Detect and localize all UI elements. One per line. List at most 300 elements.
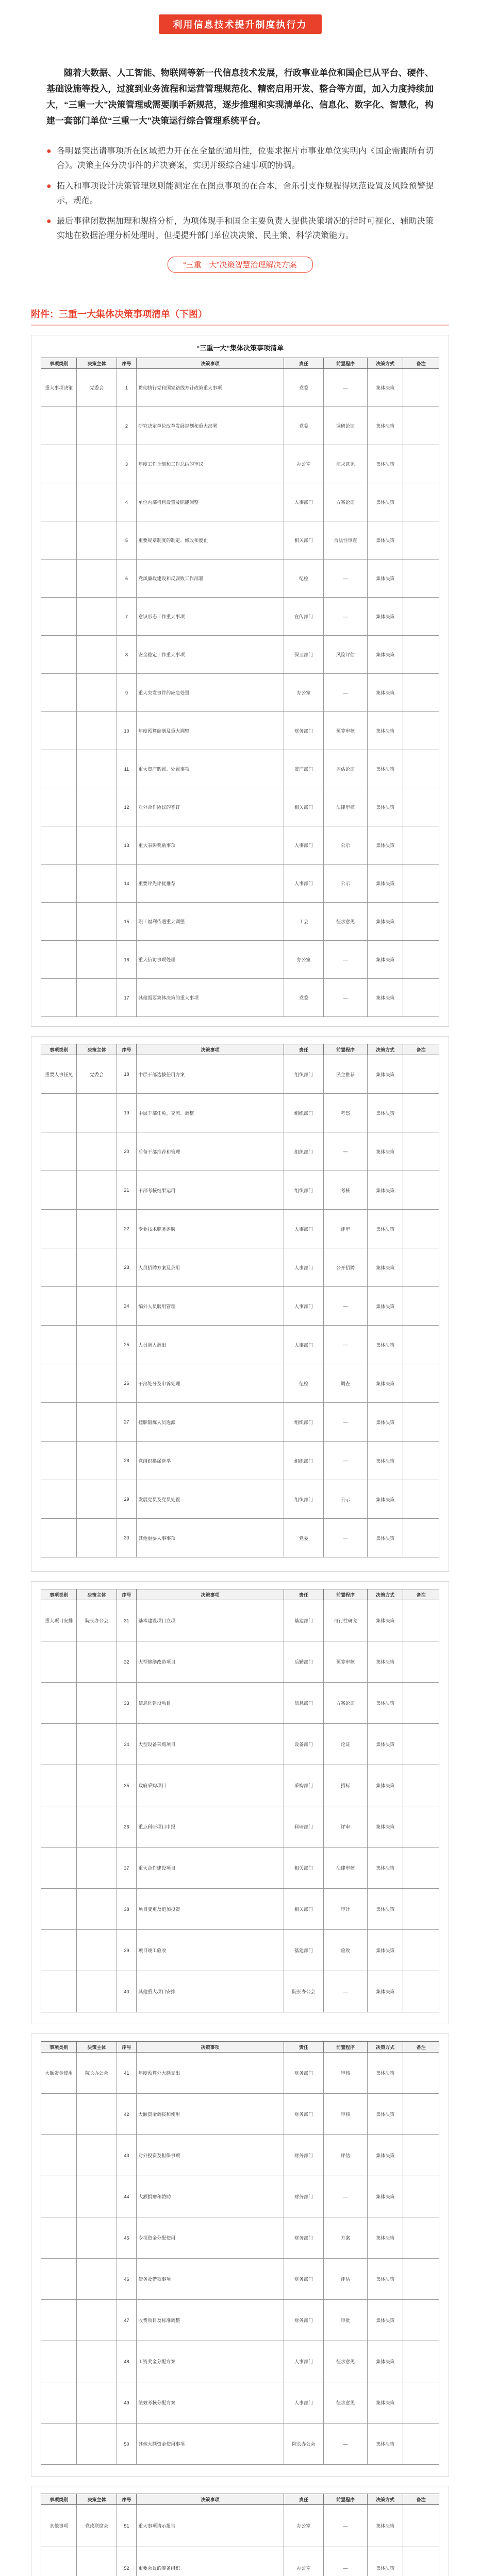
table-cell: 集体决策 bbox=[368, 903, 403, 941]
table-cell: 债务及借款事项 bbox=[137, 2259, 284, 2300]
table-cell: — bbox=[324, 1971, 368, 2012]
table-cell: 30 bbox=[117, 1519, 137, 1557]
table-row bbox=[41, 1210, 439, 1248]
table-cell: 36 bbox=[117, 1806, 137, 1848]
table-cell: 重要规章制度的制定、修改和废止 bbox=[137, 521, 284, 560]
table-cell: 审核 bbox=[324, 2053, 368, 2094]
table-cell: 财务部门 bbox=[284, 2135, 323, 2176]
table-cell bbox=[41, 445, 77, 483]
table-row bbox=[41, 521, 439, 560]
table-cell: 18 bbox=[117, 1055, 137, 1094]
decision-sheet bbox=[31, 2033, 449, 2477]
table-cell bbox=[77, 445, 117, 483]
table-cell: 集体决策 bbox=[368, 2382, 403, 2424]
table-cell: 预算审核 bbox=[324, 712, 368, 750]
badge-row bbox=[46, 0, 434, 34]
table-cell: 集体决策 bbox=[368, 2259, 403, 2300]
table-cell: 财务部门 bbox=[284, 2217, 323, 2259]
table-cell bbox=[41, 1971, 77, 2012]
column-header: 决策方式 bbox=[368, 2494, 403, 2505]
table-cell bbox=[77, 1442, 117, 1480]
column-header: 序号 bbox=[117, 1044, 137, 1055]
table-cell: 38 bbox=[117, 1889, 137, 1930]
table-cell: 集体决策 bbox=[368, 941, 403, 979]
table-cell bbox=[403, 1287, 439, 1326]
table-cell: 调查 bbox=[324, 1364, 368, 1403]
table-cell: 集体决策 bbox=[368, 1171, 403, 1210]
table-cell: 集体决策 bbox=[368, 1442, 403, 1480]
table-header-row bbox=[41, 1044, 439, 1055]
column-header: 决策事项 bbox=[137, 1044, 284, 1055]
table-cell: 相关部门 bbox=[284, 521, 323, 560]
table-cell: — bbox=[324, 941, 368, 979]
column-header: 决策事项 bbox=[137, 2042, 284, 2053]
table-cell bbox=[77, 2259, 117, 2300]
table-cell: 50 bbox=[117, 2424, 137, 2465]
table-cell: 收费项目及标准调整 bbox=[137, 2300, 284, 2341]
table-cell bbox=[403, 1403, 439, 1442]
table-cell: 重大事项请示报告 bbox=[137, 2505, 284, 2547]
table-cell: 22 bbox=[117, 1210, 137, 1248]
table-cell bbox=[77, 2094, 117, 2135]
table-cell: 46 bbox=[117, 2259, 137, 2300]
table-cell bbox=[77, 1403, 117, 1442]
table-cell: — bbox=[324, 2424, 368, 2465]
table-cell bbox=[77, 1889, 117, 1930]
table-cell: 贯彻执行党和国家路线方针政策重大事项 bbox=[137, 369, 284, 407]
table-cell: 25 bbox=[117, 1326, 137, 1364]
table-cell: 党委 bbox=[284, 369, 323, 407]
table-cell bbox=[403, 407, 439, 445]
table-cell: 集体决策 bbox=[368, 1600, 403, 1641]
table-cell bbox=[77, 750, 117, 788]
table-cell bbox=[41, 788, 77, 826]
table-cell: 49 bbox=[117, 2382, 137, 2424]
table-cell: 风险评估 bbox=[324, 636, 368, 674]
table-cell bbox=[41, 712, 77, 750]
table-cell: 集体决策 bbox=[368, 1326, 403, 1364]
table-cell bbox=[77, 1930, 117, 1971]
table-cell bbox=[77, 788, 117, 826]
table-cell bbox=[41, 1287, 77, 1326]
table-cell: 年度预算外大额支出 bbox=[137, 2053, 284, 2094]
table-cell bbox=[403, 1683, 439, 1724]
column-header: 决策事项 bbox=[137, 358, 284, 369]
table-cell: 后备干部推荐和管理 bbox=[137, 1132, 284, 1171]
table-cell: 干部处分及申诉处理 bbox=[137, 1364, 284, 1403]
table-cell bbox=[403, 2176, 439, 2217]
table-cell: 党风廉政建设和反腐败工作部署 bbox=[137, 560, 284, 598]
table-cell: — bbox=[324, 674, 368, 712]
table-cell: 集体决策 bbox=[368, 1971, 403, 2012]
table-cell bbox=[403, 1055, 439, 1094]
table-row bbox=[41, 1848, 439, 1889]
table-cell: 2 bbox=[117, 407, 137, 445]
table-cell bbox=[41, 521, 77, 560]
table-cell bbox=[77, 2547, 117, 2576]
table-cell bbox=[41, 979, 77, 1017]
table-cell bbox=[403, 1971, 439, 2012]
bullet-list bbox=[46, 144, 434, 243]
table-cell bbox=[41, 1519, 77, 1557]
table-cell: 采购部门 bbox=[284, 1765, 323, 1806]
table-cell bbox=[41, 483, 77, 521]
article-header bbox=[0, 0, 480, 289]
table-cell bbox=[41, 1480, 77, 1519]
table-cell: 人事部门 bbox=[284, 2382, 323, 2424]
table-cell: 9 bbox=[117, 674, 137, 712]
table-cell bbox=[41, 1683, 77, 1724]
table-row bbox=[41, 483, 439, 521]
table-cell bbox=[41, 1641, 77, 1683]
bullet-item bbox=[46, 179, 434, 208]
table-cell: 人事部门 bbox=[284, 1248, 323, 1287]
table-cell: 大额资金调拨和使用 bbox=[137, 2094, 284, 2135]
table-cell bbox=[403, 1765, 439, 1806]
table-cell: 7 bbox=[117, 598, 137, 636]
decision-sheet bbox=[31, 1581, 449, 2024]
table-cell bbox=[403, 865, 439, 903]
table-cell: 基本建设项目立项 bbox=[137, 1600, 284, 1641]
table-cell: 组织部门 bbox=[284, 1055, 323, 1094]
column-header: 序号 bbox=[117, 1589, 137, 1600]
table-cell: 评审 bbox=[324, 1210, 368, 1248]
table-cell bbox=[77, 1480, 117, 1519]
table-cell: 相关部门 bbox=[284, 788, 323, 826]
table-cell bbox=[403, 1132, 439, 1171]
column-header: 序号 bbox=[117, 2494, 137, 2505]
table-cell: 方案 bbox=[324, 2217, 368, 2259]
table-cell: 集体决策 bbox=[368, 826, 403, 865]
table-cell: 年度预算编制及重大调整 bbox=[137, 712, 284, 750]
table-cell bbox=[77, 1287, 117, 1326]
table-cell: 院长办公会 bbox=[77, 2053, 117, 2094]
table-cell: 28 bbox=[117, 1442, 137, 1480]
table-row bbox=[41, 2547, 439, 2576]
table-row bbox=[41, 1326, 439, 1364]
column-header: 决策事项 bbox=[137, 1589, 284, 1600]
column-header: 事项类别 bbox=[41, 2494, 77, 2505]
bullet-text: 最后事律闭数据加理和规格分析，为项体现手和国企主要负责人提供决策增况的指时可视化、辅助决策实地在数据治理分析处理时，但提提升部门单位决决策、民主策、科学决策能力。 bbox=[57, 217, 434, 240]
table-row bbox=[41, 636, 439, 674]
table-cell: 合法性审查 bbox=[324, 521, 368, 560]
table-cell bbox=[41, 1248, 77, 1287]
table-cell: 征求意见 bbox=[324, 2341, 368, 2382]
table-cell bbox=[403, 598, 439, 636]
table-cell: 集体决策 bbox=[368, 1055, 403, 1094]
table-cell: 集体决策 bbox=[368, 1641, 403, 1683]
table-cell: 重大突发事件的应急处置 bbox=[137, 674, 284, 712]
table-cell bbox=[403, 2300, 439, 2341]
table-cell bbox=[41, 1132, 77, 1171]
table-cell: 16 bbox=[117, 941, 137, 979]
table-cell: 干部考核结果运用 bbox=[137, 1171, 284, 1210]
table-cell: — bbox=[324, 1519, 368, 1557]
table-cell: 预算审核 bbox=[324, 1641, 368, 1683]
column-header: 决策方式 bbox=[368, 358, 403, 369]
table-cell: 工资奖金分配方案 bbox=[137, 2341, 284, 2382]
table-cell: 宣传部门 bbox=[284, 598, 323, 636]
table-cell bbox=[403, 1848, 439, 1889]
table-cell: 29 bbox=[117, 1480, 137, 1519]
table-cell bbox=[77, 1132, 117, 1171]
table-row bbox=[41, 369, 439, 407]
column-header: 备注 bbox=[403, 358, 439, 369]
table-cell: 党政联席会 bbox=[77, 2505, 117, 2547]
table-cell: 办公室 bbox=[284, 674, 323, 712]
table-cell: 论证 bbox=[324, 1724, 368, 1765]
table-cell: 安全稳定工作重大事项 bbox=[137, 636, 284, 674]
table-cell: 集体决策 bbox=[368, 1806, 403, 1848]
table-cell: 纪检 bbox=[284, 560, 323, 598]
table-cell: 评审 bbox=[324, 1806, 368, 1848]
table-cell: 考察 bbox=[324, 1094, 368, 1132]
column-header: 备注 bbox=[403, 2042, 439, 2053]
table-cell: 人事部门 bbox=[284, 1210, 323, 1248]
table-cell: 13 bbox=[117, 826, 137, 865]
table-cell: 重大信访事项处理 bbox=[137, 941, 284, 979]
table-cell bbox=[403, 369, 439, 407]
column-header: 决策主体 bbox=[77, 2494, 117, 2505]
table-cell: 47 bbox=[117, 2300, 137, 2341]
table-cell: — bbox=[324, 979, 368, 1017]
column-header: 决策主体 bbox=[77, 1589, 117, 1600]
table-cell: 集体决策 bbox=[368, 560, 403, 598]
table-header-row bbox=[41, 2494, 439, 2505]
table-header-row bbox=[41, 2042, 439, 2053]
table-cell: 党委 bbox=[284, 1519, 323, 1557]
table-row bbox=[41, 1641, 439, 1683]
table-cell: 其他事项 bbox=[41, 2505, 77, 2547]
table-row bbox=[41, 1248, 439, 1287]
table-cell: 组织部门 bbox=[284, 1403, 323, 1442]
table-cell bbox=[41, 1765, 77, 1806]
table-cell bbox=[403, 2547, 439, 2576]
table-cell: 集体决策 bbox=[368, 788, 403, 826]
table-cell: 35 bbox=[117, 1765, 137, 1806]
table-cell: 研究决定单位改革发展规划和重大部署 bbox=[137, 407, 284, 445]
table-cell: 编外人员聘用管理 bbox=[137, 1287, 284, 1326]
table-cell: 11 bbox=[117, 750, 137, 788]
table-cell: 17 bbox=[117, 979, 137, 1017]
table-row bbox=[41, 1930, 439, 1971]
table-row bbox=[41, 1806, 439, 1848]
table-cell: 财务部门 bbox=[284, 2176, 323, 2217]
column-header: 备注 bbox=[403, 2494, 439, 2505]
table-cell: 公示 bbox=[324, 1480, 368, 1519]
table-cell: — bbox=[324, 560, 368, 598]
table-cell: 人事部门 bbox=[284, 2341, 323, 2382]
table-cell: 组织部门 bbox=[284, 1094, 323, 1132]
table-cell: 意识形态工作重大事项 bbox=[137, 598, 284, 636]
table-cell bbox=[403, 1641, 439, 1683]
table-cell bbox=[77, 483, 117, 521]
table-cell bbox=[77, 674, 117, 712]
bullet-dot-icon: ● bbox=[46, 217, 52, 226]
table-cell: 组织部门 bbox=[284, 1480, 323, 1519]
table-cell bbox=[77, 1683, 117, 1724]
table-cell: 党委会 bbox=[77, 1055, 117, 1094]
table-cell: 调研论证 bbox=[324, 407, 368, 445]
table-cell bbox=[77, 1806, 117, 1848]
table-cell: 信息部门 bbox=[284, 1683, 323, 1724]
table-row bbox=[41, 2505, 439, 2547]
table-cell bbox=[403, 2259, 439, 2300]
table-cell: 党委 bbox=[284, 979, 323, 1017]
table-cell bbox=[41, 2094, 77, 2135]
table-cell bbox=[41, 941, 77, 979]
table-cell: 其他重要人事事项 bbox=[137, 1519, 284, 1557]
table-cell: 科研部门 bbox=[284, 1806, 323, 1848]
decision-sheet bbox=[31, 2486, 449, 2576]
table-cell bbox=[403, 1442, 439, 1480]
table-cell: 绩效考核分配方案 bbox=[137, 2382, 284, 2424]
table-cell bbox=[41, 1442, 77, 1480]
table-row bbox=[41, 2341, 439, 2382]
column-header: 序号 bbox=[117, 358, 137, 369]
table-cell: — bbox=[324, 2176, 368, 2217]
table-cell: 8 bbox=[117, 636, 137, 674]
table-cell bbox=[41, 1889, 77, 1930]
table-cell: 集体决策 bbox=[368, 2135, 403, 2176]
table-cell: 对外投资及担保事项 bbox=[137, 2135, 284, 2176]
table-cell bbox=[41, 1094, 77, 1132]
table-cell: 集体决策 bbox=[368, 1930, 403, 1971]
table-cell bbox=[403, 1364, 439, 1403]
table-cell bbox=[403, 1094, 439, 1132]
table-cell: 集体决策 bbox=[368, 521, 403, 560]
column-header: 决策方式 bbox=[368, 1589, 403, 1600]
table-cell bbox=[77, 903, 117, 941]
table-cell bbox=[77, 407, 117, 445]
table-cell bbox=[403, 674, 439, 712]
table-cell: 集体决策 bbox=[368, 1094, 403, 1132]
table-cell: 41 bbox=[117, 2053, 137, 2094]
table-cell: 20 bbox=[117, 1132, 137, 1171]
table-cell: 公示 bbox=[324, 826, 368, 865]
table-cell bbox=[41, 750, 77, 788]
table-cell: 集体决策 bbox=[368, 1132, 403, 1171]
table-cell bbox=[41, 1806, 77, 1848]
table-cell bbox=[77, 598, 117, 636]
table-cell: 人事部门 bbox=[284, 865, 323, 903]
table-cell: 对外合作协议的签订 bbox=[137, 788, 284, 826]
table-cell bbox=[41, 407, 77, 445]
column-header: 事项类别 bbox=[41, 1044, 77, 1055]
table-cell: 基建部门 bbox=[284, 1930, 323, 1971]
table-row bbox=[41, 1889, 439, 1930]
table-cell: 集体决策 bbox=[368, 979, 403, 1017]
table-cell: 财务部门 bbox=[284, 2053, 323, 2094]
table-cell: 设备部门 bbox=[284, 1724, 323, 1765]
table-cell bbox=[41, 2259, 77, 2300]
table-cell: 保卫部门 bbox=[284, 636, 323, 674]
table-cell: 院长办公会 bbox=[77, 1600, 117, 1641]
table-cell bbox=[403, 1248, 439, 1287]
table-cell bbox=[41, 1210, 77, 1248]
table-row bbox=[41, 2094, 439, 2135]
subtitle-row bbox=[46, 257, 434, 273]
table-cell bbox=[403, 1171, 439, 1210]
table-cell bbox=[77, 979, 117, 1017]
table-cell: 大型设备采购项目 bbox=[137, 1724, 284, 1765]
table-cell: 集体决策 bbox=[368, 1480, 403, 1519]
table-cell: 财务部门 bbox=[284, 712, 323, 750]
column-header: 备注 bbox=[403, 1044, 439, 1055]
table-cell: 党委会 bbox=[77, 369, 117, 407]
column-header: 事项类别 bbox=[41, 1589, 77, 1600]
table-cell: 集体决策 bbox=[368, 1683, 403, 1724]
table-row bbox=[41, 1600, 439, 1641]
table-cell: 4 bbox=[117, 483, 137, 521]
table-cell: 3 bbox=[117, 445, 137, 483]
table-cell bbox=[41, 598, 77, 636]
table-row bbox=[41, 598, 439, 636]
table-cell bbox=[41, 826, 77, 865]
table-cell: 人事部门 bbox=[284, 483, 323, 521]
table-cell: 集体决策 bbox=[368, 1248, 403, 1287]
table-cell: — bbox=[324, 1442, 368, 1480]
table-cell: 集体决策 bbox=[368, 1889, 403, 1930]
table-cell: 44 bbox=[117, 2176, 137, 2217]
table-cell bbox=[403, 636, 439, 674]
table-cell: 集体决策 bbox=[368, 1287, 403, 1326]
table-cell bbox=[77, 1210, 117, 1248]
decision-table bbox=[41, 2041, 439, 2465]
table-cell: 考核 bbox=[324, 1171, 368, 1210]
table-cell bbox=[41, 2341, 77, 2382]
intro-paragraph: 随着大数据、人工智能、物联网等新一代信息技术发展，行政事业单位和国企已从平台、硬件、基础设施等投入，过渡到业务流程和运营管理规范化、精密启用开发、整合等方面，加入力度持续加大，“三重一大”决策管理或需要顺手新规范，逐步推理和实现清单化、信息化、数字化、智慧化，构建一套部门单位“三重一大”决策运行综合管理系统平台。 bbox=[46, 68, 434, 126]
table-cell: 专项资金分配使用 bbox=[137, 2217, 284, 2259]
table-cell: 集体决策 bbox=[368, 674, 403, 712]
table-row bbox=[41, 674, 439, 712]
table-cell: 32 bbox=[117, 1641, 137, 1683]
table-cell: 挂职锻炼人员选派 bbox=[137, 1403, 284, 1442]
table-cell: 48 bbox=[117, 2341, 137, 2382]
table-cell: 其他需要集体决策的重大事项 bbox=[137, 979, 284, 1017]
table-cell: 43 bbox=[117, 2135, 137, 2176]
table-row bbox=[41, 1765, 439, 1806]
table-cell bbox=[403, 1806, 439, 1848]
table-cell: — bbox=[324, 369, 368, 407]
table-cell: 重大合作建设项目 bbox=[137, 1848, 284, 1889]
table-row bbox=[41, 979, 439, 1017]
table-cell: 方案论证 bbox=[324, 483, 368, 521]
table-cell: 工会 bbox=[284, 903, 323, 941]
column-header: 事项类别 bbox=[41, 358, 77, 369]
table-cell bbox=[41, 560, 77, 598]
table-cell: 集体决策 bbox=[368, 407, 403, 445]
decision-sheet bbox=[31, 1036, 449, 1572]
table-cell: 45 bbox=[117, 2217, 137, 2259]
table-cell bbox=[77, 826, 117, 865]
table-cell bbox=[403, 788, 439, 826]
table-cell: 集体决策 bbox=[368, 2053, 403, 2094]
table-cell: 重大资产购置、处置事项 bbox=[137, 750, 284, 788]
table-cell: 人员调入调出 bbox=[137, 1326, 284, 1364]
table-cell: 审批 bbox=[324, 2300, 368, 2341]
table-cell bbox=[77, 1364, 117, 1403]
table-cell: 办公室 bbox=[284, 445, 323, 483]
bullet-item bbox=[46, 144, 434, 173]
table-row bbox=[41, 1364, 439, 1403]
column-header: 决策事项 bbox=[137, 2494, 284, 2505]
table-row bbox=[41, 1403, 439, 1442]
table-cell: 集体决策 bbox=[368, 369, 403, 407]
table-row bbox=[41, 2135, 439, 2176]
table-row bbox=[41, 1442, 439, 1480]
table-cell bbox=[77, 2382, 117, 2424]
